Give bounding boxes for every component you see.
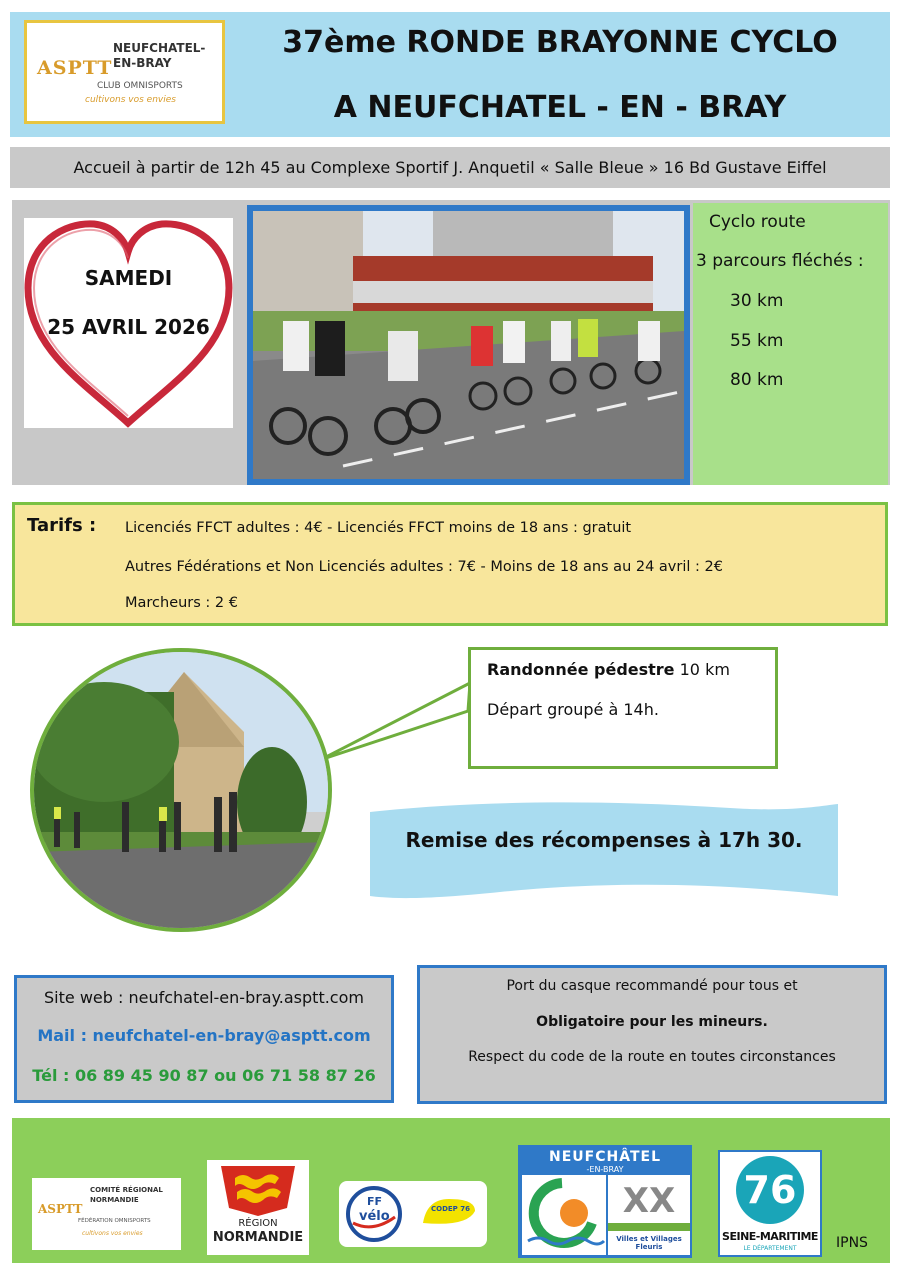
date-day: SAMEDI bbox=[84, 266, 173, 290]
seine-maritime-number: 76 bbox=[743, 1168, 797, 1212]
seine-maritime-logo bbox=[718, 1150, 822, 1257]
casque-line-3: Respect du code de la route en toutes circonstances bbox=[468, 1049, 836, 1065]
asptt-comite-line1: COMITÉ RÉGIONAL bbox=[90, 1186, 163, 1194]
hikers-photo-illustration bbox=[34, 652, 328, 928]
region-label-line2: NORMANDIE bbox=[212, 1230, 304, 1245]
asptt-comite-brand: ASPTT bbox=[38, 1202, 83, 1216]
helmet-notice-box bbox=[417, 965, 887, 1104]
asptt-logo bbox=[24, 20, 225, 124]
cyclo-route-box bbox=[693, 203, 888, 485]
asptt-logo-brand: ASPTT bbox=[37, 57, 113, 79]
contact-mail[interactable]: Mail : neufchatel-en-bray@asptt.com bbox=[37, 1026, 371, 1045]
ffvelo-codep-logo bbox=[339, 1181, 487, 1247]
casque-line-2: Obligatoire pour les mineurs. bbox=[536, 1014, 768, 1030]
asptt-logo-tagline: cultivons vos envies bbox=[85, 95, 176, 105]
codep76-label: CODEP 76 bbox=[431, 1205, 470, 1213]
asptt-comite-line3: FÉDÉRATION OMNISPORTS bbox=[78, 1218, 151, 1224]
asptt-comite-line2: NORMANDIE bbox=[90, 1196, 139, 1204]
ipns-label: IPNS bbox=[836, 1235, 868, 1251]
villes-fleuris-roman: XX bbox=[622, 1181, 676, 1221]
recompenses-text: Remise des récompenses à 17h 30. bbox=[405, 828, 803, 852]
seine-maritime-sub: LE DÉPARTEMENT bbox=[743, 1245, 797, 1252]
normandy-lions-icon bbox=[207, 1160, 309, 1218]
contact-phone: Tél : 06 89 45 90 87 ou 06 71 58 87 26 bbox=[32, 1066, 376, 1085]
welcome-info-bar: Accueil à partir de 12h 45 au Complexe Sportif J. Anquetil « Salle Bleue » 16 Bd Gustave Eiffel bbox=[10, 147, 890, 188]
cyclists-photo bbox=[247, 205, 690, 485]
neufchatel-name: NEUFCHÂTEL bbox=[549, 1149, 661, 1165]
tarif-line-1: Licenciés FFCT adultes : 4€ - Licenciés FFCT moins de 18 ans : gratuit bbox=[125, 520, 632, 536]
cyclists-photo-illustration bbox=[253, 211, 684, 479]
neufchatel-sub: -EN-BRAY bbox=[586, 1165, 624, 1174]
tarif-line-2: Autres Fédérations et Non Licenciés adultes : 7€ - Moins de 18 ans au 24 avril : 2€ bbox=[125, 559, 723, 575]
cyclo-distance-2: 55 km bbox=[730, 331, 784, 351]
rando-depart: Départ groupé à 14h. bbox=[487, 700, 659, 719]
seine-maritime-name: SEINE-MARITIME bbox=[722, 1230, 818, 1243]
asptt-comite-line4: cultivons vos envies bbox=[82, 1230, 143, 1237]
date-heart-box bbox=[24, 218, 233, 428]
villes-fleuris-bar bbox=[608, 1223, 690, 1231]
cyclo-distance-1: 30 km bbox=[730, 291, 784, 311]
neufchatel-emblem bbox=[522, 1175, 606, 1255]
hikers-photo bbox=[30, 648, 332, 932]
casque-line-1: Port du casque recommandé pour tous et bbox=[506, 978, 798, 994]
date-full: 25 AVRIL 2026 bbox=[47, 315, 210, 339]
region-normandie-logo bbox=[207, 1160, 309, 1255]
contact-box bbox=[14, 975, 394, 1103]
event-title-line2: A NEUFCHATEL - EN - BRAY bbox=[333, 90, 787, 125]
tarifs-box bbox=[12, 502, 888, 626]
cyclo-title: Cyclo route bbox=[709, 212, 806, 232]
contact-website[interactable]: Site web : neufchatel-en-bray.asptt.com bbox=[44, 988, 364, 1007]
asptt-logo-name-line2: EN-BRAY bbox=[113, 56, 172, 70]
rando-title: Randonnée pédestre bbox=[487, 660, 675, 679]
speech-pointer bbox=[320, 675, 480, 775]
cyclo-distance-3: 80 km bbox=[730, 370, 784, 390]
tarif-line-3: Marcheurs : 2 € bbox=[125, 595, 238, 611]
villes-fleuris-emblem bbox=[608, 1175, 690, 1255]
region-label-line1: RÉGION bbox=[238, 1218, 278, 1229]
villes-fleuris-label: Villes et Villages Fleuris bbox=[616, 1235, 682, 1251]
neufchatel-emblem-icon bbox=[522, 1175, 606, 1255]
rando-distance: 10 km bbox=[674, 660, 730, 679]
neufchatel-fleuris-logo bbox=[518, 1145, 692, 1258]
randonnee-box bbox=[468, 647, 778, 769]
ffvelo-velo: vélo bbox=[359, 1209, 390, 1224]
asptt-logo-name-line1: NEUFCHATEL- bbox=[113, 41, 206, 55]
ffvelo-ff: FF bbox=[367, 1195, 383, 1208]
asptt-comite-logo bbox=[32, 1178, 181, 1250]
event-title-line1: 37ème RONDE BRAYONNE CYCLO bbox=[282, 25, 838, 60]
asptt-logo-club: CLUB OMNISPORTS bbox=[97, 81, 183, 91]
tarifs-label: Tarifs : bbox=[27, 515, 97, 536]
codep76-icon bbox=[419, 1193, 479, 1233]
cyclo-subtitle: 3 parcours fléchés : bbox=[696, 251, 864, 271]
rando-title-line bbox=[487, 660, 730, 679]
